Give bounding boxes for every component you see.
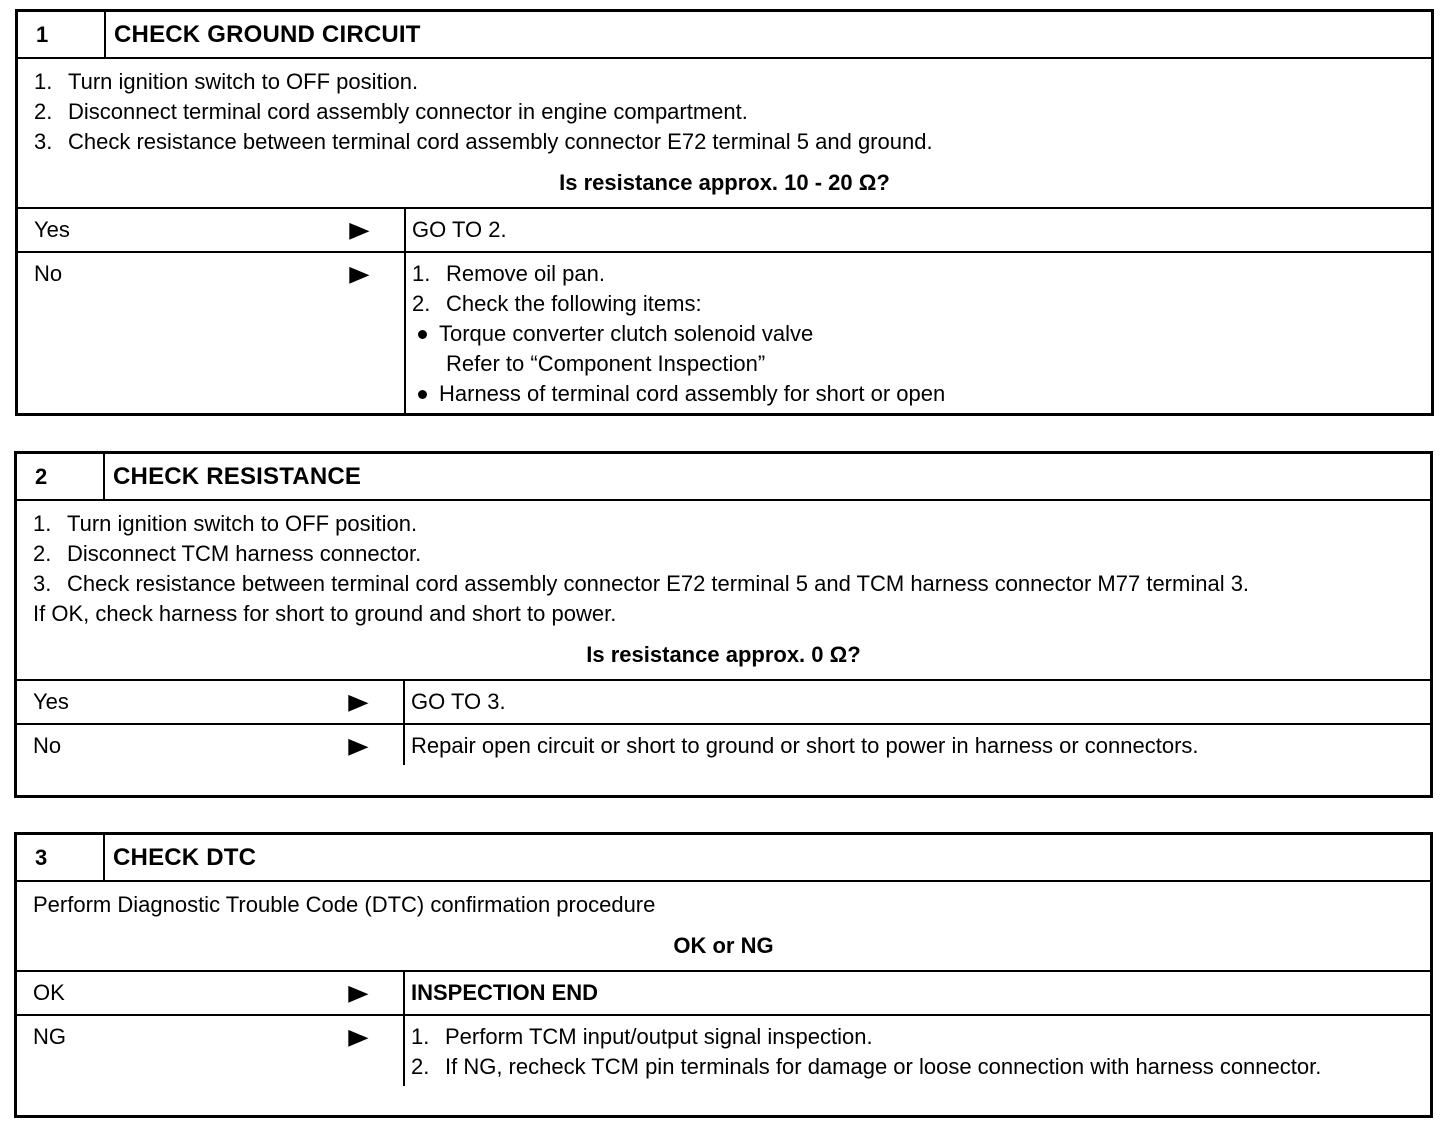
step-title: CHECK RESISTANCE	[113, 463, 362, 490]
answer-label: No ▶	[17, 725, 405, 765]
step-2-table	[14, 451, 1433, 798]
answer-row-yes	[18, 209, 1431, 253]
answer-row-no	[18, 253, 1431, 413]
instructions	[17, 882, 1430, 920]
instruction-line: 1. Turn ignition switch to OFF position.	[34, 69, 419, 94]
step-number: 1	[18, 12, 106, 57]
question: Is resistance approx. 0 Ω?	[17, 635, 1430, 681]
step-1-table	[15, 9, 1434, 416]
instructions	[18, 59, 1431, 157]
arrow-right-icon: ▶	[348, 689, 369, 714]
instruction-line: Perform Diagnostic Trouble Code (DTC) confirmation procedure	[33, 892, 656, 917]
step-header	[17, 454, 1430, 501]
answer-label: OK ▶	[17, 972, 405, 1014]
bullet-icon	[418, 390, 427, 399]
bullet-continuation: Refer to “Component Inspection”	[446, 351, 766, 376]
answer-label: Yes ▶	[17, 681, 405, 723]
step-number: 3	[17, 835, 105, 880]
answer-result: GO TO 2.	[412, 217, 507, 242]
result-line: 2. If NG, recheck TCM pin terminals for damage or loose connection with harness connector.	[411, 1054, 1322, 1079]
note: If OK, check harness for short to ground and short to power.	[33, 601, 617, 626]
answer-result: Repair open circuit or short to ground or short to power in harness or connectors.	[411, 733, 1199, 758]
result-line: 1. Perform TCM input/output signal inspection.	[411, 1024, 873, 1049]
question: OK or NG	[17, 926, 1430, 972]
answer-result	[406, 253, 1431, 413]
arrow-right-icon: ▶	[349, 217, 370, 242]
step-title: CHECK DTC	[113, 844, 257, 871]
instruction-line: 3. Check resistance between terminal cord assembly connector E72 terminal 5 and ground.	[34, 129, 933, 154]
step-number: 2	[17, 454, 105, 499]
bullet-icon	[418, 330, 427, 339]
answer-label: No ▶	[18, 253, 406, 413]
result-line: 1. Remove oil pan.	[412, 261, 605, 286]
arrow-right-icon: ▶	[349, 261, 370, 286]
answer-row-no	[17, 725, 1430, 765]
answer-row-ng	[17, 1016, 1430, 1086]
question: Is resistance approx. 10 - 20 Ω?	[18, 163, 1431, 209]
answer-row-ok	[17, 972, 1430, 1016]
instruction-line: 1. Turn ignition switch to OFF position.	[33, 511, 418, 536]
bullet-item: Torque converter clutch solenoid valve	[412, 319, 1425, 349]
step-header	[18, 12, 1431, 59]
answer-row-yes	[17, 681, 1430, 725]
answer-label: NG ▶	[17, 1016, 405, 1086]
instruction-line: 2. Disconnect TCM harness connector.	[33, 541, 422, 566]
step-3-table	[14, 832, 1433, 1118]
arrow-right-icon: ▶	[348, 733, 369, 758]
answer-result	[405, 1016, 1430, 1086]
answer-label: Yes ▶	[18, 209, 406, 251]
instruction-line: 2. Disconnect terminal cord assembly connector in engine compartment.	[34, 99, 748, 124]
answer-result: GO TO 3.	[411, 689, 506, 714]
step-header	[17, 835, 1430, 882]
arrow-right-icon: ▶	[348, 980, 369, 1005]
instruction-line: 3. Check resistance between terminal cord assembly connector E72 terminal 5 and TCM harness connector M77 terminal 3.	[33, 571, 1250, 596]
instructions	[17, 501, 1430, 629]
step-title: CHECK GROUND CIRCUIT	[114, 21, 421, 48]
arrow-right-icon: ▶	[348, 1024, 369, 1049]
result-line: 2. Check the following items:	[412, 291, 702, 316]
bullet-item: Harness of terminal cord assembly for short or open	[412, 379, 1425, 409]
answer-result: INSPECTION END	[411, 980, 599, 1005]
